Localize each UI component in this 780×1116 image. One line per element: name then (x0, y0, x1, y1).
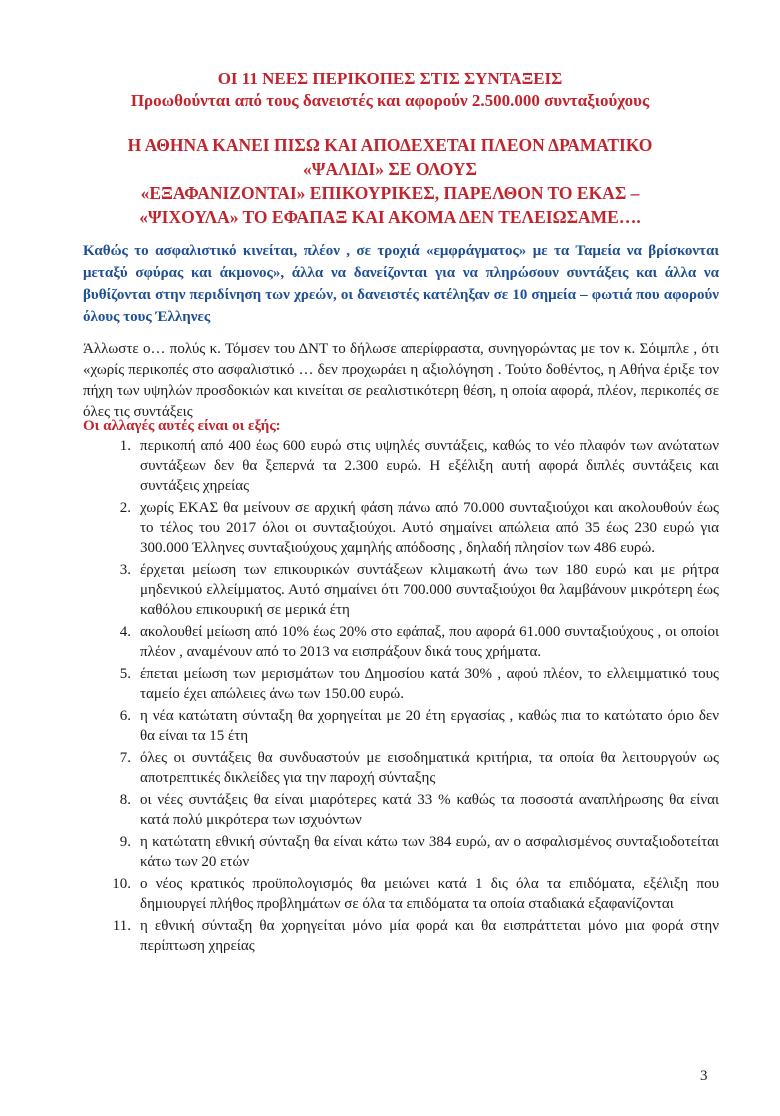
list-item (83, 916, 719, 956)
list-item (83, 832, 719, 872)
intro-paragraph: Καθώς το ασφαλιστικό κινείται, πλέον , σε τροχιά «εμφράγματος» με τα Ταμεία να βρίσκονται μεταξύ σφύρας και άκμονος», άλλα να δανείζονται για να πληρώσουν συντάξεις και άλλα να βυθίζονται στην περιδίνηση των χρεών, οι δανειστές κατέληξαν σε 10 σημεία – φωτιά που αφορούν όλους τους Έλληνες (83, 243, 719, 325)
list-item-text: ο νέος κρατικός προϋπολογισμός θα μειώνει κατά 1 δις όλα τα επιδόματα, εξέλιξη που δημιουργεί πλήθος προβλημάτων σε όλα τα επιδόματα τα οποία σταδιακά εξαφανίζονται (140, 876, 719, 912)
list-item-text: όλες οι συντάξεις θα συνδυαστούν με εισοδηματικά κριτήρια, τα οποία θα λειτουργούν ως αποτρεπτικές δικλείδες για την παροχή σύνταξης (140, 750, 719, 786)
main-heading-line: «ΨΙΧΟΥΛΑ» ΤΟ ΕΦΑΠΑΞ ΚΑΙ ΑΚΟΜΑ ΔΕΝ ΤΕΛΕΙΩΣΑΜΕ…. (139, 207, 641, 227)
list-item-number: 5. (119, 666, 131, 682)
header-subtitle: Προωθούνται από τους δανειστές και αφορούν 2.500.000 συνταξιούχους (130, 91, 650, 110)
list-item (83, 498, 719, 558)
list-item-text: έρχεται μείωση των επικουρικών συντάξεων κλιμακωτή άνω των 180 ευρώ και με ρήτρα μηδενικού ελλείμματος. Αυτό σημαίνει ότι 700.000 συνταξιούχοι θα λαμβάνουν μικρότερη έως καθόλου επικουρική σε μερικά έτη (140, 562, 719, 618)
list-item-number: 7. (119, 750, 131, 766)
page-number: 3 (700, 1068, 708, 1084)
list-item-text: οι νέες συντάξεις θα είναι μιαρότερες κατά 33 % καθώς τα ποσοστά αναπλήρωσης θα είναι κατά πολύ μικρότερα των ισχυόντων (140, 792, 719, 828)
main-heading-line: «ΕΞΑΦΑΝΙΖΟΝΤΑΙ» ΕΠΙΚΟΥΡΙΚΕΣ, ΠΑΡΕΛΘΟΝ ΤΟ ΕΚΑΣ – (140, 183, 640, 203)
list-item (83, 874, 719, 914)
list-item (83, 790, 719, 830)
list-item (83, 706, 719, 746)
list-item-number: 2. (119, 500, 131, 516)
list-item-text: η νέα κατώτατη σύνταξη θα χορηγείται με 20 έτη εργασίας , καθώς πια το κατώτατο όριο δεν θα είναι τα 15 έτη (140, 708, 719, 744)
body-paragraph: Άλλωστε ο… πολύς κ. Τόμσεν του ΔΝΤ το δήλωσε απερίφραστα, συνηγορώντας με τον κ. Σόιμπλε , ότι «χωρίς περικοπές στο ασφαλιστικό … δεν προχωράει η αξιολόγηση . Τούτο δοθέντος, η Αθήνα έριξε τον πήχη των υψηλών προσδοκιών και κινείται σε ρεαλιστικότερη θέση, η οποία αφορά, πλέον, περικοπές σε όλες τις συντάξεις (83, 341, 719, 420)
list-item-text: χωρίς ΕΚΑΣ θα μείνουν σε αρχική φάση πάνω από 70.000 συνταξιούχοι και ακολουθούν έως το τέλος του 2017 όλοι οι συνταξιούχοι. Αυτό σημαίνει απώλεια από 35 έως 230 ευρώ για 300.000 Έλληνες συνταξιούχους χαμηλής απόδοσης , δηλαδή πλησίον των 486 ευρώ. (140, 500, 719, 556)
document-header (60, 68, 720, 112)
list-item (83, 664, 719, 704)
main-heading-line: Η ΑΘΗΝΑ ΚΑΝΕΙ ΠΙΣΩ ΚΑΙ ΑΠΟΔΕΧΕΤΑΙ ΠΛΕΟΝ ΔΡΑΜΑΤΙΚΟ (127, 135, 653, 155)
changes-list (83, 436, 719, 958)
list-item-text: η εθνική σύνταξη θα χορηγείται μόνο μία φορά και θα εισπράττεται μόνο μια φορά στην περίπτωση χηρείας (140, 918, 719, 954)
list-item-number: 8. (119, 792, 131, 808)
list-item-text: έπεται μείωση των μερισμάτων του Δημοσίου κατά 30% , αφού πλέον, το ελλειμματικό τους ταμείο έχει απώλειες άνω των 150.00 ευρώ. (140, 666, 719, 702)
list-item-text: περικοπή από 400 έως 600 ευρώ στις υψηλές συντάξεις, καθώς το νέο πλαφόν των ανώτατων συντάξεων δεν θα ξεπερνά τα 2.300 ευρώ. Η εξέλιξη αυτή αφορά διπλές συντάξεις και συντάξεις χηρείας (140, 438, 719, 494)
list-item-number: 10. (112, 876, 131, 892)
list-item-number: 9. (119, 834, 131, 850)
list-item (83, 748, 719, 788)
main-heading-line: «ΨΑΛΙΔΙ» ΣΕ ΟΛΟΥΣ (303, 159, 477, 179)
header-title: ΟΙ 11 ΝΕΕΣ ΠΕΡΙΚΟΠΕΣ ΣΤΙΣ ΣΥΝΤΑΞΕΙΣ (217, 69, 563, 88)
list-item (83, 436, 719, 496)
list-item-text: η κατώτατη εθνική σύνταξη θα είναι κάτω των 384 ευρώ, αν ο ασφαλισμένος συνταξιοδοτείται κάτω των 20 ετών (140, 834, 719, 870)
list-item-number: 6. (119, 708, 131, 724)
list-item-number: 4. (119, 624, 131, 640)
main-heading (60, 133, 720, 229)
list-item-number: 1. (119, 438, 131, 454)
list-item-number: 3. (119, 562, 131, 578)
list-item (83, 622, 719, 662)
list-item-text: ακολουθεί μείωση από 10% έως 20% στο εφάπαξ, που αφορά 61.000 συνταξιούχους , οι οποίοι πλέον , αναμένουν από το 2013 να εισπράξουν δικά τους χρήματα. (140, 624, 719, 660)
changes-title: Οι αλλαγές αυτές είναι οι εξής: (83, 418, 281, 434)
list-item (83, 560, 719, 620)
list-item-number: 11. (112, 918, 131, 934)
